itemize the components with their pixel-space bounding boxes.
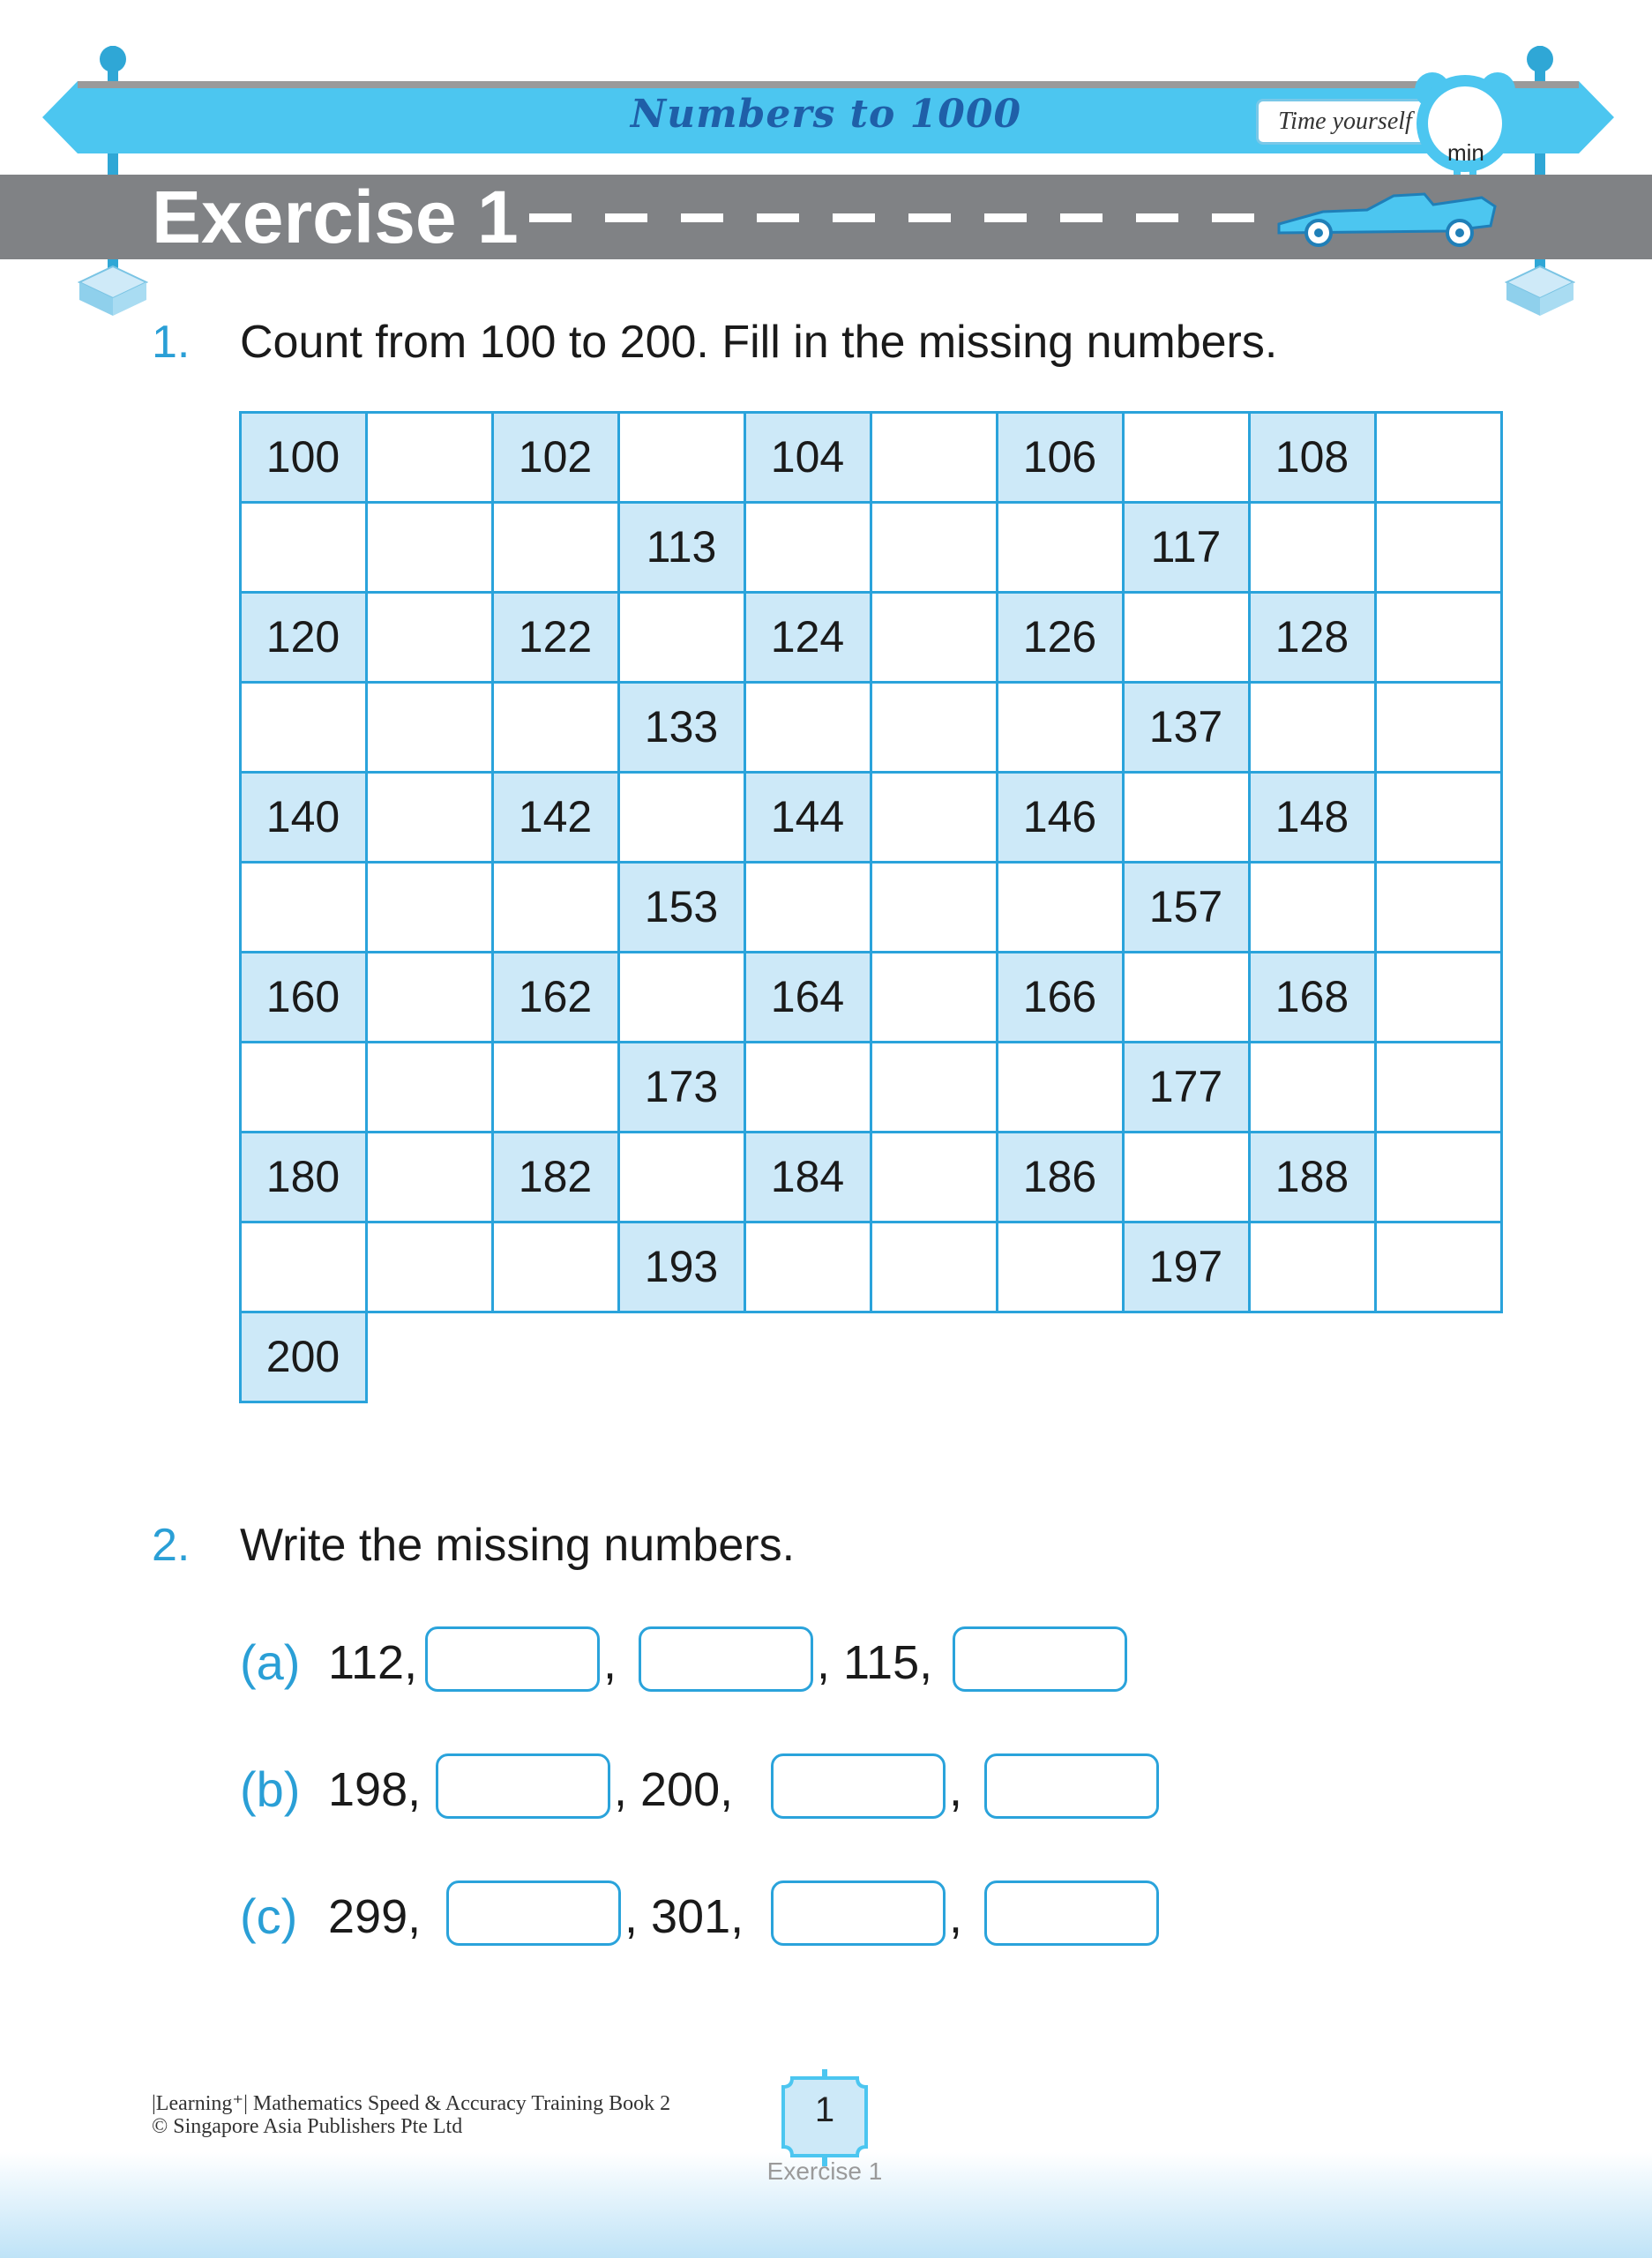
part-b-label: (b) [240, 1761, 301, 1817]
grid-cell: 100 [239, 411, 368, 504]
part-b-middle: , [949, 1763, 963, 1816]
grid-cell: 160 [239, 951, 368, 1043]
grid-cell[interactable] [996, 1221, 1125, 1313]
grid-cell[interactable] [1248, 1041, 1377, 1133]
grid-cell[interactable] [617, 411, 746, 504]
part-a-answer-1[interactable] [425, 1626, 600, 1692]
grid-cell[interactable] [617, 951, 746, 1043]
grid-cell: 122 [491, 591, 620, 684]
grid-cell[interactable] [870, 501, 998, 594]
grid-cell[interactable] [744, 1041, 872, 1133]
grid-cell: 124 [744, 591, 872, 684]
grid-cell: 148 [1248, 771, 1377, 864]
question-1-number: 1. [152, 317, 191, 368]
grid-cell: 184 [744, 1131, 872, 1223]
grid-cell[interactable] [239, 1221, 368, 1313]
grid-cell[interactable] [1374, 1041, 1503, 1133]
grid-cell[interactable] [617, 1131, 746, 1223]
grid-cell: 182 [491, 1131, 620, 1223]
footer-copyright: © Singapore Asia Publishers Pte Ltd [152, 2115, 463, 2138]
grid-cell[interactable] [1374, 1131, 1503, 1223]
part-a-answer-3[interactable] [953, 1626, 1127, 1692]
part-a-first: 112, [328, 1636, 418, 1689]
grid-cell[interactable] [239, 501, 368, 594]
grid-cell[interactable] [1122, 411, 1251, 504]
grid-cell[interactable] [365, 681, 494, 774]
pole-knob-right [1527, 46, 1553, 72]
grid-cell[interactable] [870, 1221, 998, 1313]
hundred-chart-grid [240, 412, 1501, 1402]
grid-cell[interactable] [744, 501, 872, 594]
grid-cell: 102 [491, 411, 620, 504]
part-b-answer-2[interactable] [771, 1753, 946, 1819]
grid-cell[interactable] [491, 1221, 620, 1313]
grid-cell[interactable] [491, 681, 620, 774]
grid-cell[interactable] [1374, 411, 1503, 504]
grid-cell: 108 [1248, 411, 1377, 504]
grid-cell[interactable] [1374, 501, 1503, 594]
grid-cell: 166 [996, 951, 1125, 1043]
grid-cell[interactable] [1122, 591, 1251, 684]
grid-cell[interactable] [1122, 771, 1251, 864]
grid-cell: 186 [996, 1131, 1125, 1223]
grid-cell: 180 [239, 1131, 368, 1223]
time-yourself-label: Time yourself [1256, 99, 1434, 145]
grid-cell: 133 [617, 681, 746, 774]
grid-cell: 193 [617, 1221, 746, 1313]
grid-cell[interactable] [491, 501, 620, 594]
part-b-first: 198, [328, 1763, 422, 1816]
question-2-number: 2. [152, 1520, 191, 1571]
part-c-answer-3[interactable] [984, 1880, 1159, 1946]
topic-title: Numbers to 1000 [630, 92, 1022, 137]
grid-cell: 104 [744, 411, 872, 504]
grid-cell[interactable] [239, 861, 368, 953]
grid-cell[interactable] [365, 501, 494, 594]
grid-cell[interactable] [365, 951, 494, 1043]
part-c-label: (c) [240, 1888, 298, 1944]
grid-cell: 144 [744, 771, 872, 864]
grid-cell: 173 [617, 1041, 746, 1133]
grid-cell[interactable] [870, 681, 998, 774]
page-exercise-label: Exercise 1 [766, 2157, 883, 2185]
grid-cell: 140 [239, 771, 368, 864]
grid-cell: 106 [996, 411, 1125, 504]
part-a-answer-2[interactable] [639, 1626, 813, 1692]
grid-cell: 120 [239, 591, 368, 684]
grid-cell[interactable] [617, 771, 746, 864]
pole-base-left [78, 265, 148, 318]
part-b-answer-1[interactable] [436, 1753, 610, 1819]
grid-cell[interactable] [870, 861, 998, 953]
footer-book-title: |Learning⁺| Mathematics Speed & Accuracy Training Book 2 [152, 2092, 671, 2115]
part-a-sep: , [603, 1636, 617, 1689]
grid-cell: 197 [1122, 1221, 1251, 1313]
grid-cell[interactable] [1248, 681, 1377, 774]
grid-cell: 146 [996, 771, 1125, 864]
part-a-label: (a) [240, 1634, 301, 1690]
part-c-answer-1[interactable] [446, 1880, 621, 1946]
grid-cell[interactable] [744, 1221, 872, 1313]
grid-cell: 128 [1248, 591, 1377, 684]
part-c-sep: , 301, [624, 1890, 744, 1943]
grid-cell[interactable] [1374, 681, 1503, 774]
dashed-line [529, 213, 1261, 222]
grid-cell[interactable] [365, 411, 494, 504]
pole-base-right [1505, 265, 1575, 318]
grid-cell[interactable] [996, 1041, 1125, 1133]
grid-cell[interactable] [491, 861, 620, 953]
part-a-middle: , 115, [817, 1636, 933, 1689]
grid-cell[interactable] [870, 591, 998, 684]
grid-cell[interactable] [1374, 1221, 1503, 1313]
grid-cell: 153 [617, 861, 746, 953]
grid-cell[interactable] [870, 1041, 998, 1133]
grid-cell: 137 [1122, 681, 1251, 774]
grid-cell[interactable] [1248, 861, 1377, 953]
grid-cell: 117 [1122, 501, 1251, 594]
grid-cell: 142 [491, 771, 620, 864]
grid-cell: 168 [1248, 951, 1377, 1043]
grid-cell[interactable] [1248, 501, 1377, 594]
grid-cell[interactable] [239, 681, 368, 774]
grid-cell[interactable] [365, 591, 494, 684]
grid-cell[interactable] [996, 861, 1125, 953]
grid-cell[interactable] [870, 951, 998, 1043]
part-c-answer-2[interactable] [771, 1880, 946, 1946]
part-b-answer-3[interactable] [984, 1753, 1159, 1819]
grid-cell[interactable] [1248, 1221, 1377, 1313]
grid-cell[interactable] [870, 1131, 998, 1223]
grid-cell: 162 [491, 951, 620, 1043]
grid-cell[interactable] [365, 1131, 494, 1223]
grid-cell[interactable] [1122, 951, 1251, 1043]
grid-cell[interactable] [365, 771, 494, 864]
question-2-text: Write the missing numbers. [240, 1520, 796, 1571]
time-unit: min [1447, 139, 1484, 166]
grid-cell[interactable] [870, 771, 998, 864]
grid-cell[interactable] [617, 591, 746, 684]
exercise-title: Exercise 1 [152, 176, 519, 258]
grid-cell[interactable] [365, 861, 494, 953]
pole-knob-left [100, 46, 126, 72]
part-c-first: 299, [328, 1890, 422, 1943]
grid-cell: 126 [996, 591, 1125, 684]
grid-cell[interactable] [239, 1041, 368, 1133]
grid-cell[interactable] [365, 1041, 494, 1133]
question-1-text: Count from 100 to 200. Fill in the missing numbers. [240, 317, 1278, 368]
grid-cell[interactable] [996, 681, 1125, 774]
grid-cell[interactable] [870, 411, 998, 504]
grid-cell[interactable] [1374, 771, 1503, 864]
grid-cell[interactable] [1122, 1131, 1251, 1223]
grid-cell: 188 [1248, 1131, 1377, 1223]
grid-cell[interactable] [1374, 951, 1503, 1043]
page-number: 1 [814, 2090, 835, 2129]
grid-cell: 113 [617, 501, 746, 594]
grid-cell[interactable] [744, 681, 872, 774]
grid-cell: 200 [239, 1311, 368, 1403]
grid-cell[interactable] [996, 501, 1125, 594]
grid-cell[interactable] [744, 861, 872, 953]
grid-cell: 157 [1122, 861, 1251, 953]
race-car-icon [1270, 185, 1499, 249]
grid-cell[interactable] [1374, 591, 1503, 684]
grid-cell: 177 [1122, 1041, 1251, 1133]
grid-cell[interactable] [365, 1221, 494, 1313]
grid-cell: 164 [744, 951, 872, 1043]
part-b-sep: , 200, [614, 1763, 734, 1816]
grid-cell[interactable] [1374, 861, 1503, 953]
part-c-middle: , [949, 1890, 963, 1943]
grid-cell[interactable] [491, 1041, 620, 1133]
